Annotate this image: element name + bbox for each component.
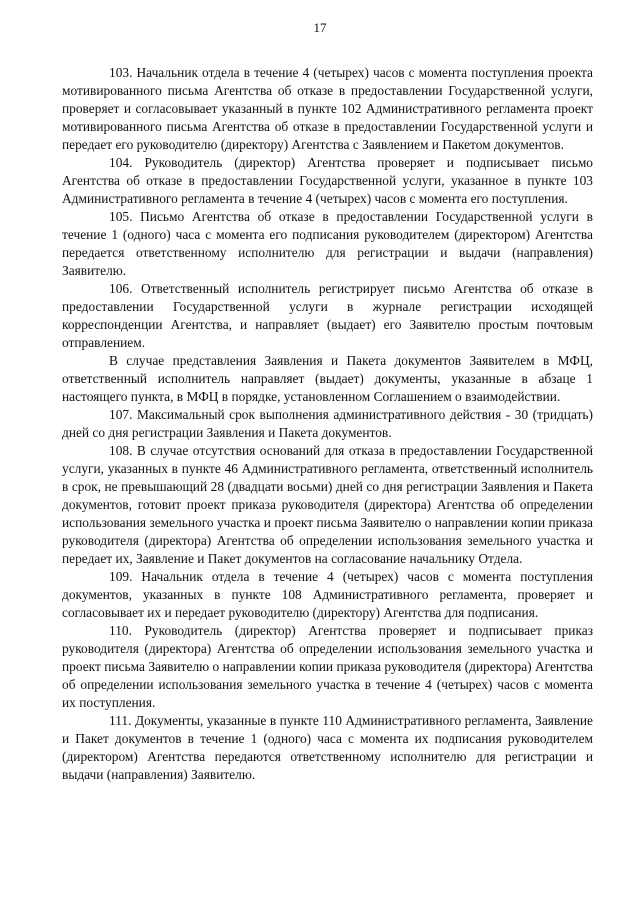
paragraph-106: 106. Ответственный исполнитель регистрирует письмо Агентства об отказе в предоставлении Государственной услуги в журнале регистрации исходящей корреспонденции Агентства, и направляет (выдает) его Заявителю простым почтовым отправлением. <box>62 281 593 350</box>
document-body <box>62 64 593 784</box>
paragraph-105: 105. Письмо Агентства об отказе в предоставлении Государственной услуги в течение 1 (одного) часа с момента его подписания руководителем (директором) Агентства передается ответственному исполнителю для регистрации и выдачи (направления) Заявителю. <box>62 209 593 278</box>
paragraph-104: 104. Руководитель (директор) Агентства проверяет и подписывает письмо Агентства об отказе в предоставлении Государственной услуги, указанное в пункте 103 Административного регламента в течение 4 (четырех) часов с момента его поступления. <box>62 155 593 206</box>
paragraph-106-mfc: В случае представления Заявления и Пакета документов Заявителем в МФЦ, ответственный исполнитель направляет (выдает) документы, указанные в абзаце 1 настоящего пункта, в МФЦ в порядке, установленном Соглашением о взаимодействии. <box>62 353 593 404</box>
paragraph-108: 108. В случае отсутствия оснований для отказа в предоставлении Государственной услуги, указанных в пункте 46 Административного регламента, ответственный исполнитель в срок, не превышающий 28 (двадцати восьми) дней со дня регистрации Заявления и Пакета документов, готовит проект приказа руководителя (директора) Агентства об определении использования земельного участка и проект письма Заявителю о направлении копии приказа руководителя (директора) Агентства об определении использования земельного участка и передает их, Заявление и Пакет документов на согласование начальнику Отдела. <box>62 443 593 566</box>
page-number: 17 <box>313 20 327 35</box>
paragraph-103: 103. Начальник отдела в течение 4 (четырех) часов с момента поступления проекта мотивированного письма Агентства об отказе в предоставлении Государственной услуги, проверяет и согласовывает указанный в пункте 102 Административного регламента проект мотивированного письма Агентства об отказе в предоставлении Государственной услуги и передает его руководителю (директору) Агентства с Заявлением и Пакетом документов. <box>62 65 593 152</box>
paragraph-109: 109. Начальник отдела в течение 4 (четырех) часов с момента поступления документов, указанных в пункте 108 Административного регламента, проверяет и согласовывает их и передает руководителю (директору) Агентства для подписания. <box>62 569 593 620</box>
paragraph-110: 110. Руководитель (директор) Агентства проверяет и подписывает приказ руководителя (директора) Агентства об определении использования земельного участка и проект письма Заявителю о направлении копии приказа руководителя (директора) Агентства об определении использования земельного участка в течение 4 (четырех) часов с момента их поступления. <box>62 623 593 710</box>
paragraph-107: 107. Максимальный срок выполнения административного действия - 30 (тридцать) дней со дня регистрации Заявления и Пакета документов. <box>62 407 593 440</box>
paragraph-111: 111. Документы, указанные в пункте 110 Административного регламента, Заявление и Пакет документов в течение 1 (одного) часа с момента их подписания руководителем (директором) Агентства передаются ответственному исполнителю для регистрации и выдачи (направления) Заявителю. <box>62 713 593 782</box>
